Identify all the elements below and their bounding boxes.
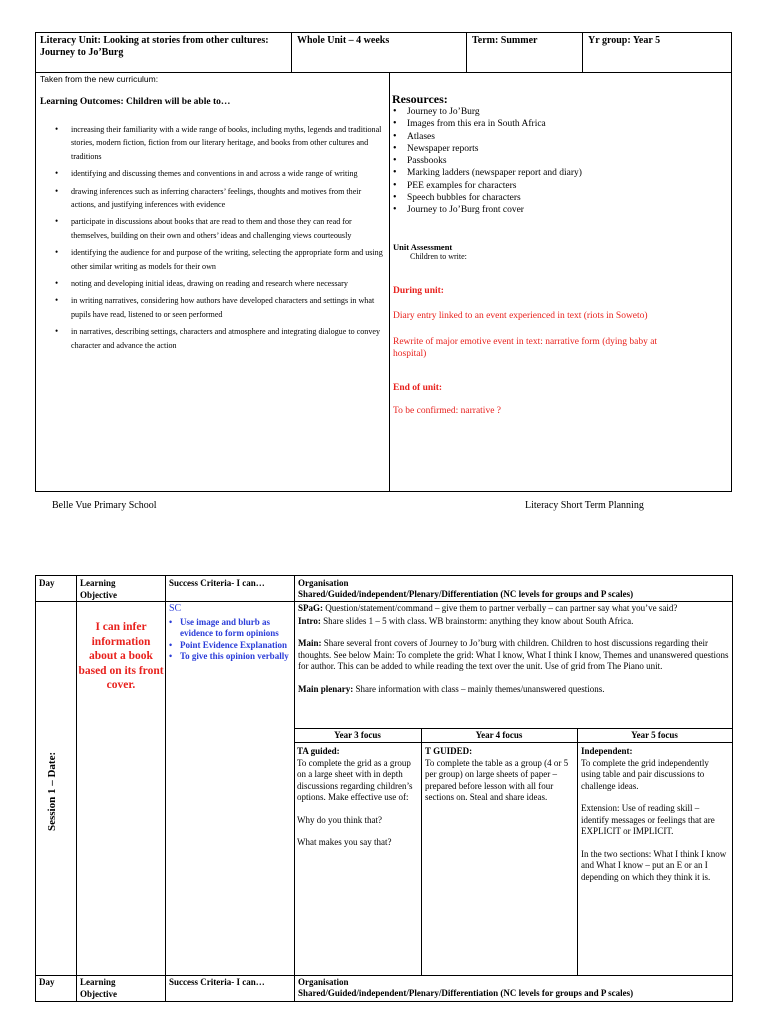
list-item: • Newspaper reports bbox=[390, 143, 582, 155]
year3-question: Why do you think that? bbox=[297, 814, 382, 825]
spag-text: Question/statement/command – give them to partner verbally – can partner say what you’ve said? bbox=[323, 603, 678, 613]
list-item: • Images from this era in South Africa bbox=[390, 118, 582, 130]
divider bbox=[294, 576, 295, 1001]
year-group: Yr group: Year 5 bbox=[588, 35, 661, 46]
list-item: • Atlases bbox=[390, 131, 582, 143]
list-item: • drawing inferences such as inferring characters’ feelings, thoughts and motives from their actions, and justifying inferences with evidence bbox=[68, 185, 388, 212]
day-header: Day bbox=[39, 977, 55, 987]
unit-overview-table bbox=[35, 32, 732, 492]
divider bbox=[36, 72, 731, 73]
learning-objective: I can infer information about a book based on its front cover. bbox=[78, 621, 164, 691]
year3-heading: TA guided: bbox=[297, 746, 340, 756]
list-item: • Passbooks bbox=[390, 155, 582, 167]
year4-focus-header: Year 4 focus bbox=[475, 730, 523, 740]
main-label: Main: bbox=[298, 638, 322, 648]
organisation-header: Organisation bbox=[298, 578, 349, 588]
learning-objective-header: Learning Objective bbox=[80, 977, 117, 999]
list-item: • Point Evidence Explanation bbox=[169, 640, 289, 651]
list-item: • Marking ladders (newspaper report and diary) bbox=[390, 167, 582, 179]
organisation-subheader: Shared/Guided/independent/Plenary/Differentiation (NC levels for groups and P scales) bbox=[298, 589, 634, 599]
divider bbox=[582, 33, 583, 73]
organisation-details bbox=[298, 603, 730, 695]
learning-objective-header: Learning Objective bbox=[80, 578, 117, 600]
assessment-subheading: Children to write: bbox=[410, 252, 467, 261]
year5-heading: Independent: bbox=[581, 746, 633, 756]
end-of-unit-heading: End of unit: bbox=[393, 383, 443, 393]
list-item: • PEE examples for characters bbox=[390, 180, 582, 192]
year5-focus-cell bbox=[581, 746, 729, 883]
list-item: • in narratives, describing settings, characters and atmosphere and integrating dialogue to convey character and advance the action bbox=[68, 325, 388, 352]
list-item: • identifying the audience for and purpose of the writing, selecting the appropriate form and using other similar writing as models for their own bbox=[68, 246, 388, 273]
divider bbox=[421, 728, 422, 976]
during-unit-item: hospital) bbox=[393, 349, 427, 359]
unit-duration: Whole Unit – 4 weeks bbox=[297, 35, 390, 46]
list-item: • Journey to Jo’Burg front cover bbox=[390, 204, 582, 216]
success-criteria-list bbox=[169, 617, 289, 662]
year5-focus-header: Year 5 focus bbox=[631, 730, 678, 740]
list-item: • Journey to Jo’Burg bbox=[390, 106, 582, 118]
year4-text: To complete the table as a group (4 or 5 per group) on large sheets of paper – prepared before lesson with all four sections on. Steal and share ideas. bbox=[425, 757, 569, 802]
session-plan-table bbox=[35, 575, 733, 1002]
divider bbox=[36, 601, 732, 602]
day-header: Day bbox=[39, 578, 55, 588]
plenary-text: Share information with class – mainly themes/unanswered questions. bbox=[353, 683, 605, 694]
unit-title: Literacy Unit: Looking at stories from other cultures: Journey to Jo’Burg bbox=[40, 35, 269, 58]
list-item: • noting and developing initial ideas, drawing on reading and research where necessary bbox=[68, 277, 388, 290]
success-criteria-header: Success Criteria- I can… bbox=[169, 578, 265, 588]
list-item: • increasing their familiarity with a wide range of books, including myths, legends and traditional stories, modern fiction, fiction from our literary heritage, and books from other cultures and traditions bbox=[68, 123, 388, 163]
list-item: • Use image and blurb as evidence to form opinions bbox=[169, 617, 289, 640]
list-item: • in writing narratives, considering how authors have developed characters and settings in what pupils have read, listened to or seen performed bbox=[68, 294, 388, 321]
divider bbox=[165, 576, 166, 1001]
organisation-header: Organisation bbox=[298, 977, 349, 987]
assessment-heading: Unit Assessment bbox=[393, 242, 453, 252]
year4-heading: T GUIDED: bbox=[425, 746, 473, 756]
term: Term: Summer bbox=[472, 35, 538, 46]
year3-text: To complete the grid as a group on a large sheet with in depth discussions regarding children’s options. Make effective use of: bbox=[297, 757, 413, 802]
year3-focus-cell bbox=[297, 746, 419, 849]
intro-label: Intro: bbox=[298, 615, 321, 626]
learning-outcomes-heading: Learning Outcomes: Children will be able to… bbox=[40, 97, 231, 107]
document-title: Literacy Short Term Planning bbox=[525, 500, 644, 511]
during-unit-heading: During unit: bbox=[393, 286, 444, 296]
divider bbox=[36, 975, 732, 976]
during-unit-item: Diary entry linked to an event experienced in text (riots in Soweto) bbox=[393, 311, 648, 321]
divider bbox=[294, 728, 732, 729]
divider bbox=[577, 728, 578, 976]
resources-heading: Resources: bbox=[392, 92, 448, 106]
list-item: • To give this opinion verbally bbox=[169, 651, 289, 662]
year3-focus-header: Year 3 focus bbox=[334, 730, 381, 740]
success-criteria-header: Success Criteria- I can… bbox=[169, 977, 265, 987]
main-text: Share several front covers of Journey to Jo’burg with children. Children to host discussions regarding their thoughts. See below Main: To complete the grid: What I know, What I think I know, Themes and unanswered questions for author. This can be added to while reading the text over the unit. Use of grid from The Piano unit. bbox=[298, 638, 729, 671]
organisation-subheader: Shared/Guided/independent/Plenary/Differentiation (NC levels for groups and P scales) bbox=[298, 988, 634, 998]
list-item: • Speech bubbles for characters bbox=[390, 192, 582, 204]
session-label: Session 1 – Date: bbox=[46, 751, 58, 831]
plenary-label: Main plenary: bbox=[298, 683, 354, 694]
divider bbox=[466, 33, 467, 73]
resources-list bbox=[390, 106, 582, 217]
divider bbox=[291, 33, 292, 73]
spag-label: SPaG: bbox=[298, 603, 324, 613]
divider bbox=[294, 742, 732, 743]
list-item: • participate in discussions about books that are read to them and those they can read for themselves, building on their own and others’ ideas and challenging views courteously bbox=[68, 215, 388, 242]
learning-outcomes-list bbox=[68, 123, 388, 352]
end-of-unit-item: To be confirmed: narrative ? bbox=[393, 406, 502, 416]
year3-question: What makes you say that? bbox=[297, 837, 392, 847]
intro-text: Share slides 1 – 5 with class. WB brainstorm: anything they know about South Africa. bbox=[320, 615, 634, 626]
during-unit-item: Rewrite of major emotive event in text: narrative form (dying baby at bbox=[393, 337, 658, 347]
year5-two-sections: In the two sections: What I think I know and What I know – put an E or an I depending on which they think it is. bbox=[581, 848, 727, 882]
sc-label: SC bbox=[169, 603, 182, 614]
list-item: • identifying and discussing themes and conventions in and across a wide range of writing bbox=[68, 167, 388, 180]
year4-focus-cell bbox=[425, 746, 575, 804]
curriculum-note: Taken from the new curriculum: bbox=[40, 74, 159, 84]
year5-text: To complete the grid independently using table and pair discussions to challenge ideas. bbox=[581, 757, 709, 791]
school-name: Belle Vue Primary School bbox=[52, 500, 157, 511]
year5-extension: Extension: Use of reading skill – identify messages or feelings that are EXPLICIT or IMPLICIT. bbox=[581, 803, 715, 836]
